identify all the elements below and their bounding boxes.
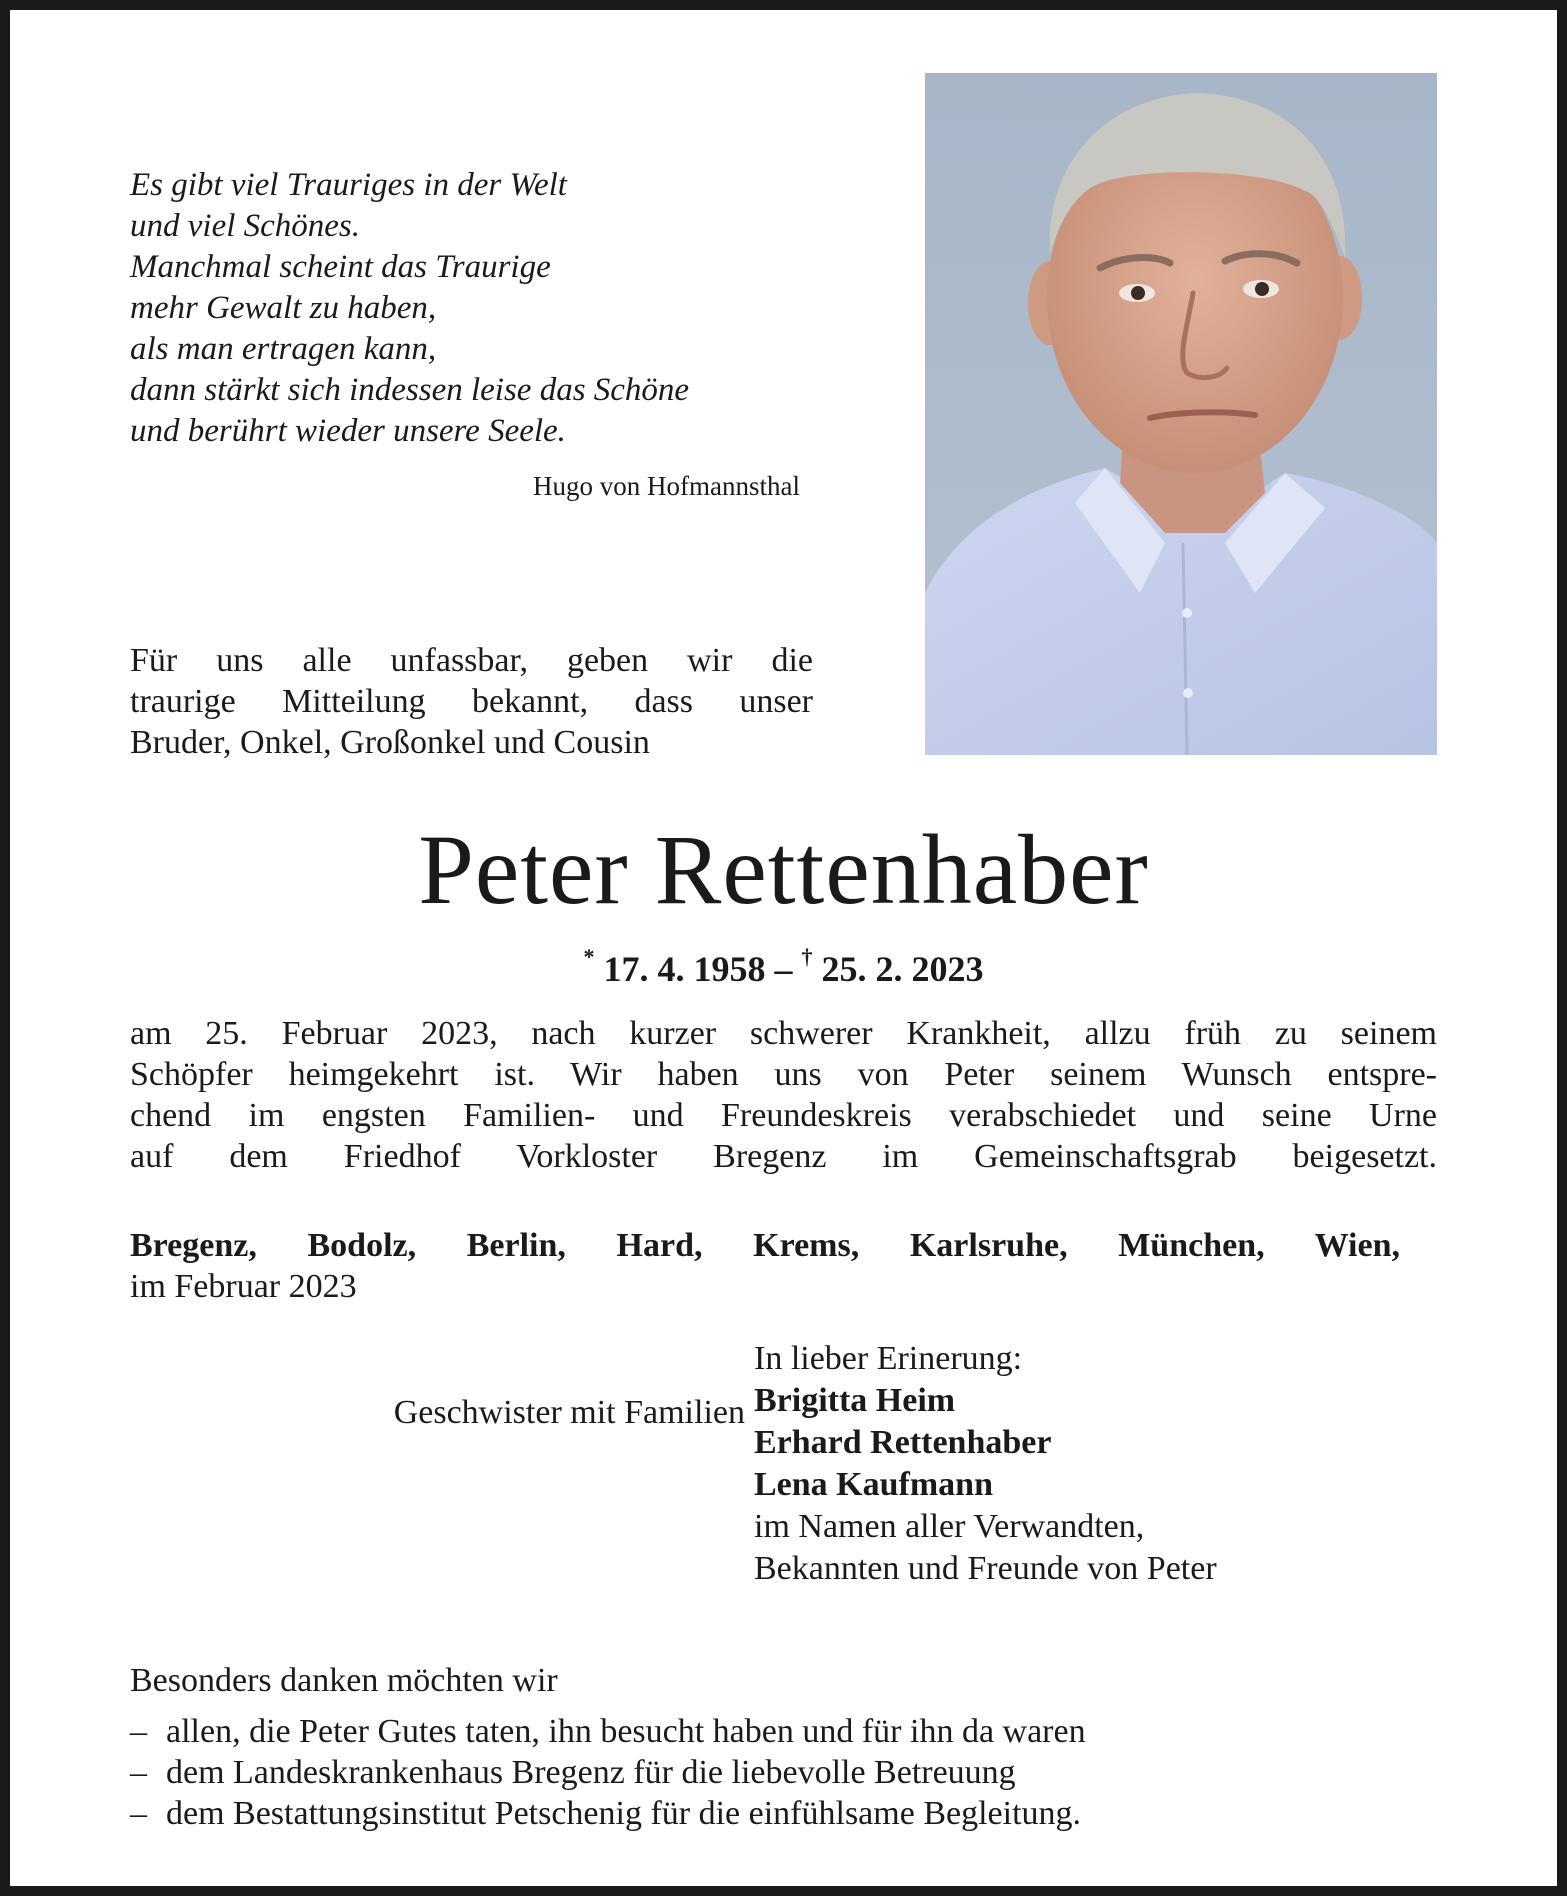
poem-line: und viel Schönes. (130, 208, 361, 244)
intro-line: Bruder, Onkel, Großonkel und Cousin (130, 724, 650, 761)
thanks-item-text: dem Landeskrankenhaus Bregenz für die liebevolle Betreuung (166, 1754, 1016, 1791)
poem-line: mehr Gewalt zu haben, (130, 290, 437, 326)
death-date: 25. 2. 2023 (821, 949, 984, 989)
death-symbol: † (801, 944, 813, 969)
portrait-photo (925, 73, 1437, 755)
poem-line: und berührt wieder unsere Seele. (130, 413, 566, 449)
life-dates (0, 938, 1567, 992)
dash-bullet: – (130, 1713, 147, 1750)
thanks-item (130, 1793, 1430, 1834)
announcement-body (130, 1013, 1437, 1177)
intro-line: Für uns alle unfassbar, geben wir die (130, 642, 813, 679)
thanks-item (130, 1711, 1430, 1752)
poem-line: dann stärkt sich indessen leise das Schöne (130, 372, 690, 408)
memory-heading: In lieber Erinerung: (754, 1340, 1023, 1377)
thanks-item-text: dem Bestattungsinstitut Petschenig für die einfühlsame Begleitung. (166, 1795, 1082, 1832)
intro-line: traurige Mitteilung bekannt, dass unser (130, 683, 813, 720)
memory-block (754, 1338, 1454, 1590)
thanks-item-text: allen, die Peter Gutes taten, ihn besucht haben und für ihn da waren (166, 1713, 1086, 1750)
notice-date: im Februar 2023 (130, 1268, 357, 1305)
body-line: chend im engsten Familien- und Freundeskreis verabschiedet und seine Urne (130, 1097, 1437, 1134)
poem-line: Manchmal scheint das Traurige (130, 249, 551, 285)
thanks-heading: Besonders danken möchten wir (130, 1662, 558, 1699)
places-and-date (130, 1225, 1400, 1307)
body-line: auf dem Friedhof Vorkloster Bregenz im Gemeinschaftsgrab beigesetzt. (130, 1138, 1437, 1175)
thanks-section (130, 1660, 1430, 1834)
intro-text (130, 640, 813, 763)
dash-bullet: – (130, 1795, 147, 1832)
thanks-item (130, 1752, 1430, 1793)
birth-symbol: * (583, 944, 595, 969)
memory-closing-line: Bekannten und Freunde von Peter (754, 1550, 1217, 1587)
body-line: am 25. Februar 2023, nach kurzer schwerer Krankheit, allzu früh zu seinem (130, 1015, 1437, 1052)
places-list: Bregenz, Bodolz, Berlin, Hard, Krems, Karlsruhe, München, Wien, (130, 1227, 1400, 1264)
mourner-name: Erhard Rettenhaber (754, 1424, 1052, 1461)
poem (130, 165, 810, 452)
memory-closing-line: im Namen aller Verwandten, (754, 1508, 1145, 1545)
body-line: Schöpfer heimgekehrt ist. Wir haben uns von Peter seinem Wunsch entspre- (130, 1056, 1437, 1093)
poem-author: Hugo von Hofmannsthal (533, 471, 800, 501)
dash-bullet: – (130, 1754, 147, 1791)
birth-date: 17. 4. 1958 (603, 949, 766, 989)
mourner-name: Brigitta Heim (754, 1382, 956, 1419)
date-separator: – (774, 949, 793, 989)
poem-line: Es gibt viel Trauriges in der Welt (130, 167, 567, 203)
poem-line: als man ertragen kann, (130, 331, 437, 367)
deceased-name: Peter Rettenhaber (418, 814, 1149, 925)
family-label: Geschwister mit Familien (393, 1394, 745, 1431)
mourner-name: Lena Kaufmann (754, 1466, 993, 1503)
